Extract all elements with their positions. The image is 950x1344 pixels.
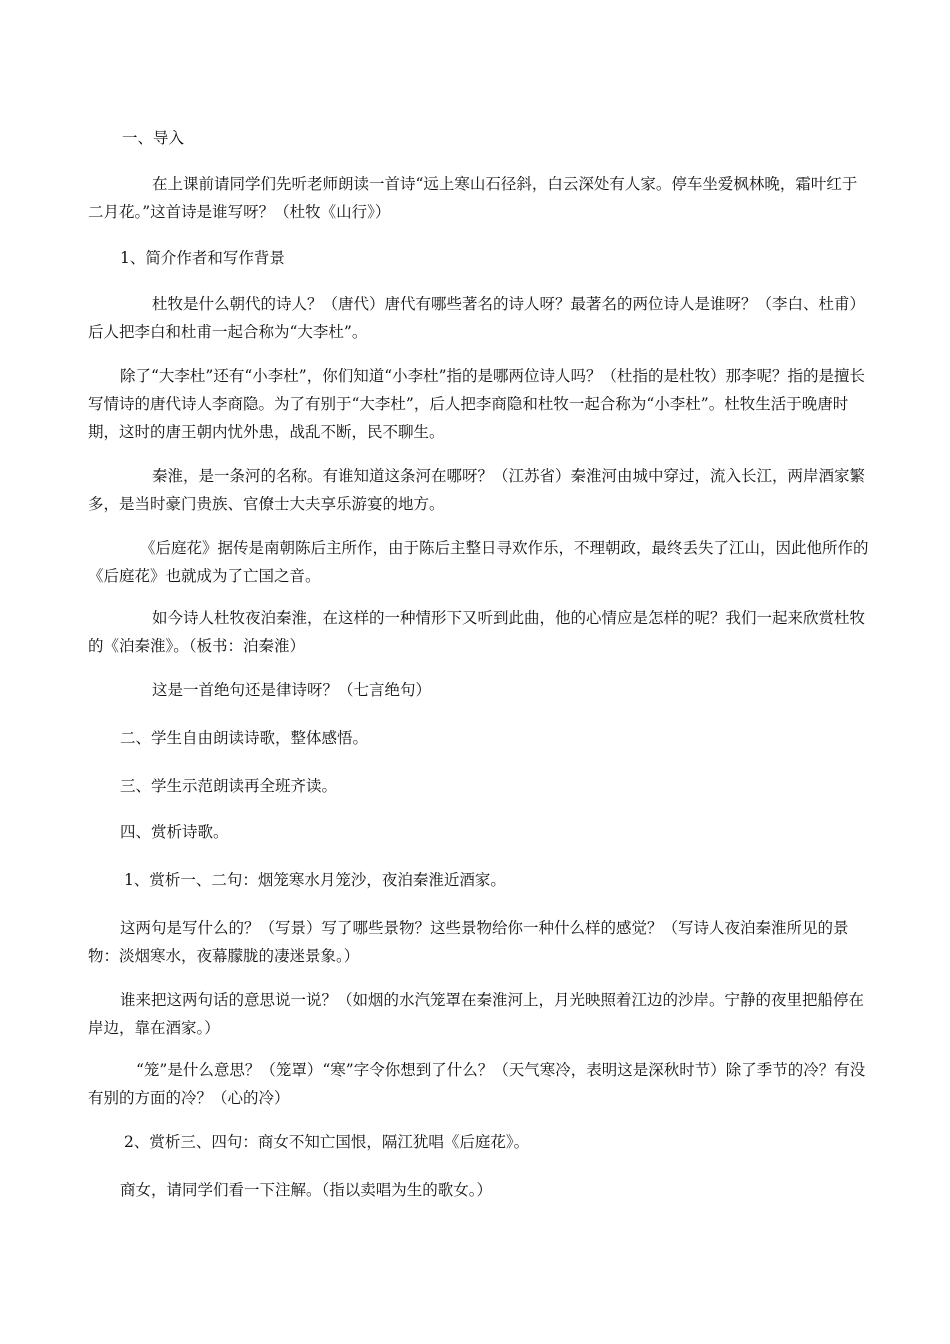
subsection-heading: 2、赏析三、四句：商女不知亡国恨，隔江犹唱《后庭花》。 xyxy=(124,1133,530,1151)
paragraph: 除了“大李杜”还有“小李杜”，你们知道“小李杜”指的是哪两位诗人吗？（杜指的是杜牧）那李呢？指的是擅长写情诗的唐代诗人李商隐。为了有别于“大李杜”，后人把李商隐和杜牧一起合称为“小李杜”。杜牧生活于晚唐时期，这时的唐王朝内忧外患，战乱不断，民不聊生。 xyxy=(88,367,866,441)
paragraph: 秦淮，是一条河的名称。有谁知道这条河在哪呀？（江苏省）秦淮河由城中穿过，流入长江，两岸酒家繁多，是当时豪门贵族、官僚士大夫享乐游宴的地方。 xyxy=(88,467,866,513)
paragraph: 这是一首绝句还是律诗呀？（七言绝句） xyxy=(152,681,432,699)
subsection-heading: 1、赏析一、二句：烟笼寒水月笼沙，夜泊秦淮近酒家。 xyxy=(124,871,506,889)
paragraph: 杜牧是什么朝代的诗人？（唐代）唐代有哪些著名的诗人呀？最著名的两位诗人是谁呀？（李白、杜甫）后人把李白和杜甫一起合称为“大李杜”。 xyxy=(88,295,866,341)
paragraph: 《后庭花》据传是南朝陈后主所作，由于陈后主整日寻欢作乐，不理朝政，最终丢失了江山，因此他所作的《后庭花》也就成为了亡国之音。 xyxy=(88,539,869,585)
subsection-heading: 1、简介作者和写作背景 xyxy=(120,249,285,267)
paragraph: 在上课前请同学们先听老师朗读一首诗“远上寒山石径斜，白云深处有人家。停车坐爱枫林晚，霜叶红于二月花。”这首诗是谁写呀？（杜牧《山行》） xyxy=(88,175,858,221)
section-heading: 三、学生示范朗读再全班齐读。 xyxy=(120,777,338,795)
paragraph: 这两句是写什么的？（写景）写了哪些景物？这些景物给你一种什么样的感觉？（写诗人夜泊秦淮所见的景物：淡烟寒水，夜幕朦胧的凄迷景象。） xyxy=(88,919,849,965)
paragraph: 谁来把这两句话的意思说一说？（如烟的水汽笼罩在秦淮河上，月光映照着江边的沙岸。宁静的夜里把船停在岸边，靠在酒家。） xyxy=(88,991,865,1037)
section-heading: 二、学生自由朗读诗歌，整体感悟。 xyxy=(120,729,369,747)
paragraph: 如今诗人杜牧夜泊秦淮，在这样的一种情形下又听到此曲，他的心情应是怎样的呢？我们一起来欣赏杜牧的《泊秦淮》。（板书：泊秦淮） xyxy=(88,609,866,655)
section-heading-intro: 一、导入 xyxy=(122,129,185,147)
section-heading: 四、赏析诗歌。 xyxy=(120,823,229,841)
paragraph: 商女，请同学们看一下注解。（指以卖唱为生的歌女。） xyxy=(120,1181,493,1199)
paragraph: “笼”是什么意思？（笼罩）“寒”字令你想到了什么？（天气寒冷，表明这是深秋时节）除了季节的冷？有没有别的方面的冷？（心的冷） xyxy=(88,1061,866,1107)
